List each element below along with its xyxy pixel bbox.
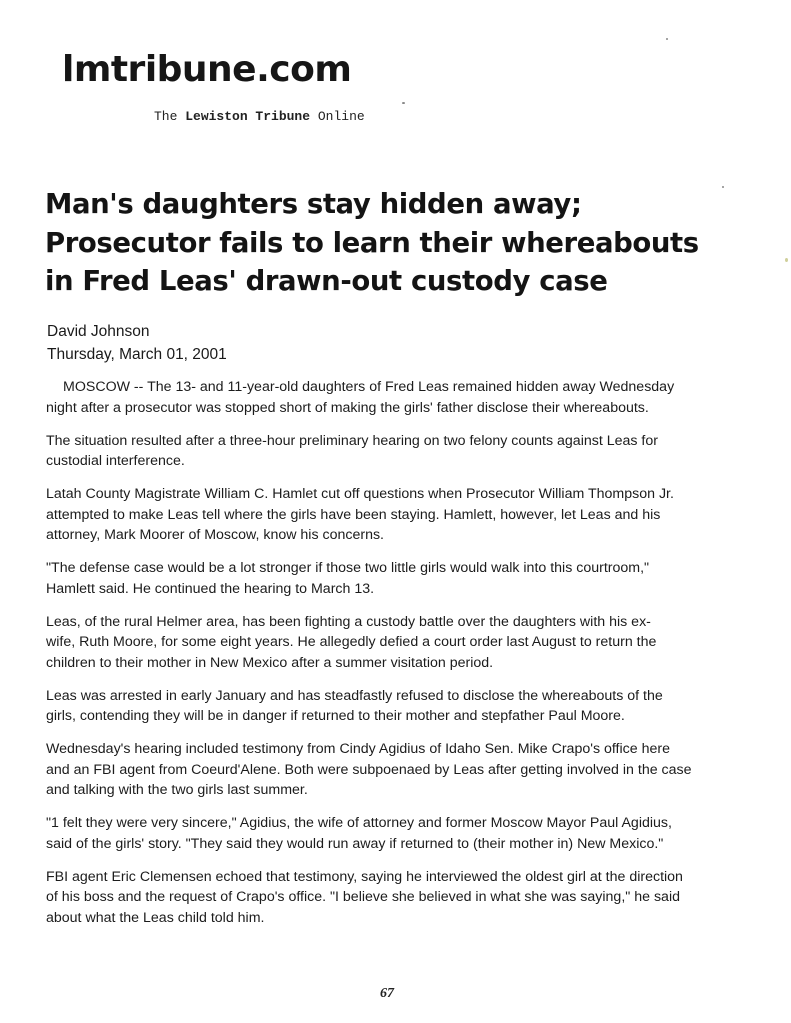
- text-line: night after a prosecutor was stopped short of making the girls' father disclose their whereabouts.: [46, 399, 649, 416]
- paragraph: [46, 612, 766, 674]
- paragraph: [46, 484, 766, 546]
- paragraph: [46, 558, 766, 599]
- text-line: girls, contending they will be in danger if returned to their mother and stepfather Paul Moore.: [46, 708, 625, 724]
- paragraph: [46, 377, 766, 418]
- tagline-paper-name: Lewiston Tribune: [185, 109, 311, 124]
- text-line: Wednesday's hearing included testimony from Cindy Agidius of Idaho Sen. Mike Crapo's office here: [46, 741, 670, 757]
- text-line: Leas was arrested in early January and has steadfastly refused to disclose the whereabouts of the: [46, 687, 663, 704]
- text-line: MOSCOW -- The 13- and 11-year-old daughters of Fred Leas remained hidden away Wednesday: [63, 379, 675, 395]
- author: David Johnson: [47, 323, 150, 340]
- scan-speck: [722, 186, 724, 188]
- text-line: and an FBI agent from Coeurd'Alene. Both were subpoenaed by Leas after getting involved in the case: [46, 761, 692, 778]
- text-line: "The defense case would be a lot stronger if those two little girls would walk into this courtroom,": [46, 560, 650, 576]
- text-line: Leas, of the rural Helmer area, has been fighting a custody battle over the daughters with his ex-: [46, 613, 651, 630]
- paragraph: [46, 686, 766, 727]
- headline: [45, 185, 765, 301]
- paragraph: [46, 431, 766, 472]
- text-line: The situation resulted after a three-hour preliminary hearing on two felony counts against Leas for: [46, 432, 658, 449]
- scan-speck: [402, 102, 405, 104]
- text-line: children to their mother in New Mexico after a summer visitation period.: [46, 654, 494, 671]
- text-line: wife, Ruth Moore, for some eight years. He allegedly defied a court order last August to return the: [46, 634, 657, 650]
- scan-speck: [785, 258, 788, 262]
- publish-date: Thursday, March 01, 2001: [47, 346, 227, 363]
- text-line: Latah County Magistrate William C. Hamlet cut off questions when Prosecutor William Thompson Jr.: [46, 486, 674, 502]
- tagline-the: The: [154, 109, 178, 124]
- headline-line: Prosecutor fails to learn their whereabouts: [45, 226, 699, 259]
- paragraph: [46, 867, 766, 929]
- paragraph: [46, 739, 766, 801]
- headline-line: in Fred Leas' drawn-out custody case: [45, 265, 608, 297]
- text-line: custodial interference.: [46, 453, 185, 469]
- headline-line: Man's daughters stay hidden away;: [45, 188, 582, 220]
- page-number: 67: [380, 986, 394, 1001]
- text-line: "1 felt they were very sincere," Agidius, the wife of attorney and former Moscow Mayor Paul Agidius,: [46, 815, 672, 831]
- tagline: [154, 109, 365, 124]
- text-line: attorney, Mark Moorer of Moscow, know his concerns.: [46, 527, 384, 543]
- scan-speck: [666, 38, 668, 40]
- text-line: about what the Leas child told him.: [46, 909, 265, 926]
- tagline-online: Online: [317, 109, 365, 124]
- text-line: Hamlett said. He continued the hearing to March 13.: [46, 580, 375, 597]
- text-line: and talking with the two girls last summer.: [46, 782, 308, 798]
- byline: [47, 320, 227, 366]
- site-logo: lmtribune.com: [62, 49, 352, 90]
- text-line: said of the girls' story. "They said they would run away if returned to (their mother in) New Mexico.": [46, 835, 664, 852]
- text-line: of his boss and the request of Crapo's office. "I believe she believed in what she was saying," he said: [46, 889, 680, 905]
- text-line: attempted to make Leas tell where the girls have been staying. Hamlett, however, let Leas and his: [46, 506, 661, 523]
- paragraph: [46, 813, 766, 854]
- article-body: [46, 377, 766, 941]
- text-line: FBI agent Eric Clemensen echoed that testimony, saying he interviewed the oldest girl at the direction: [46, 868, 683, 885]
